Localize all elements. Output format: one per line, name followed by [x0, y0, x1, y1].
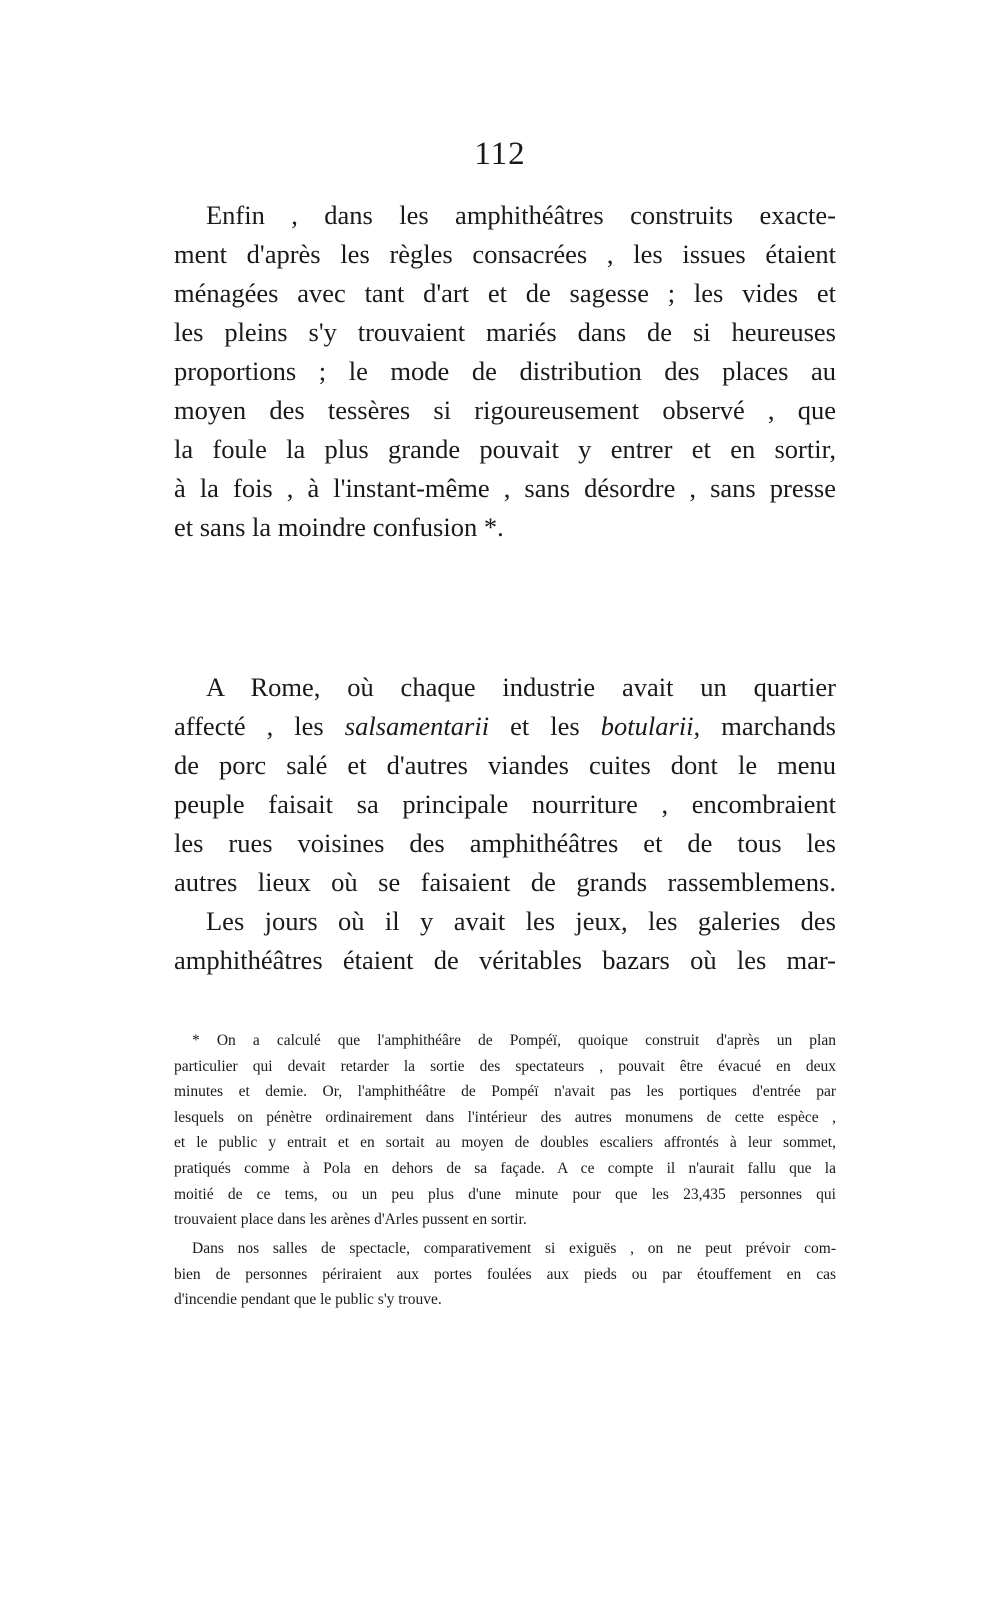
- text-line: les rues voisines des amphithéâtres et de tous les: [174, 828, 836, 858]
- footnote-1: [174, 1028, 836, 1233]
- footnote-line: pratiqués comme à Pola en dehors de sa façade. A ce compte il n'aurait fallu que la: [174, 1159, 836, 1177]
- text-line: Enfin , dans les amphithéâtres construits exacte-: [206, 200, 836, 230]
- text-line: de porc salé et d'autres viandes cuites dont le menu: [174, 750, 836, 780]
- paragraph-2: [174, 668, 836, 980]
- latin-term-salsamentarii: salsamentarii: [344, 711, 490, 741]
- footnote-line: minutes et demie. Or, l'amphithéâtre de Pompéï n'avait pas les portiques d'entrée par: [174, 1083, 836, 1101]
- latin-term-botularii: botularii,: [600, 711, 701, 741]
- footnote-line: * On a calculé que l'amphithéâre de Pompéï, quoique construit d'après un plan: [192, 1032, 836, 1049]
- text-line: amphithéâtres étaient de véritables bazars où les mar-: [174, 945, 836, 975]
- text-line: A Rome, où chaque industrie avait un quartier: [206, 672, 836, 702]
- paragraph-1: [174, 196, 836, 547]
- page-number: 112: [474, 136, 526, 172]
- footnote-2: [174, 1236, 836, 1313]
- footnote-line: d'incendie pendant que le public s'y trouve.: [174, 1291, 442, 1309]
- footnote-line: particulier qui devait retarder la sortie des spectateurs , pouvait être évacué en deux: [174, 1057, 836, 1075]
- text-line: ment d'après les règles consacrées , les issues étaient: [174, 239, 836, 269]
- text-line: Les jours où il y avait les jeux, les galeries des: [206, 906, 836, 936]
- text-line: proportions ; le mode de distribution des places au: [174, 356, 836, 386]
- text-run: marchands: [700, 711, 837, 741]
- text-line: ménagées avec tant d'art et de sagesse ; les vides et: [174, 278, 836, 308]
- footnote-line: et le public y entrait et en sortait au moyen de doubles escaliers affrontés à leur sommet,: [174, 1134, 836, 1152]
- text-line: moyen des tessères si rigoureusement observé , que: [174, 395, 836, 425]
- text-line: [174, 707, 836, 746]
- text-run: et les: [489, 711, 601, 741]
- footnote-line: Dans nos salles de spectacle, comparativement si exiguës , on ne peut prévoir com-: [192, 1240, 836, 1257]
- text-line: les pleins s'y trouvaient mariés dans de si heureuses: [174, 317, 836, 347]
- text-run: affecté , les: [174, 711, 345, 741]
- text-line: et sans la moindre confusion *.: [174, 512, 504, 542]
- footnote-line: trouvaient place dans les arènes d'Arles pussent en sortir.: [174, 1211, 527, 1229]
- text-line: autres lieux où se faisaient de grands rassemblemens.: [174, 867, 836, 897]
- footnote-line: lesquels on pénètre ordinairement dans l'intérieur des autres monumens de cette espèce ,: [174, 1108, 836, 1126]
- footnote-line: bien de personnes périraient aux portes foulées aux pieds ou par étouffement en cas: [174, 1265, 836, 1283]
- text-line: à la fois , à l'instant-même , sans désordre , sans presse: [174, 473, 836, 503]
- text-line: peuple faisait sa principale nourriture , encombraient: [174, 789, 836, 819]
- footnote-line: moitié de ce tems, ou un peu plus d'une minute pour que les 23,435 personnes qui: [174, 1185, 836, 1203]
- text-line: la foule la plus grande pouvait y entrer et en sortir,: [174, 434, 836, 464]
